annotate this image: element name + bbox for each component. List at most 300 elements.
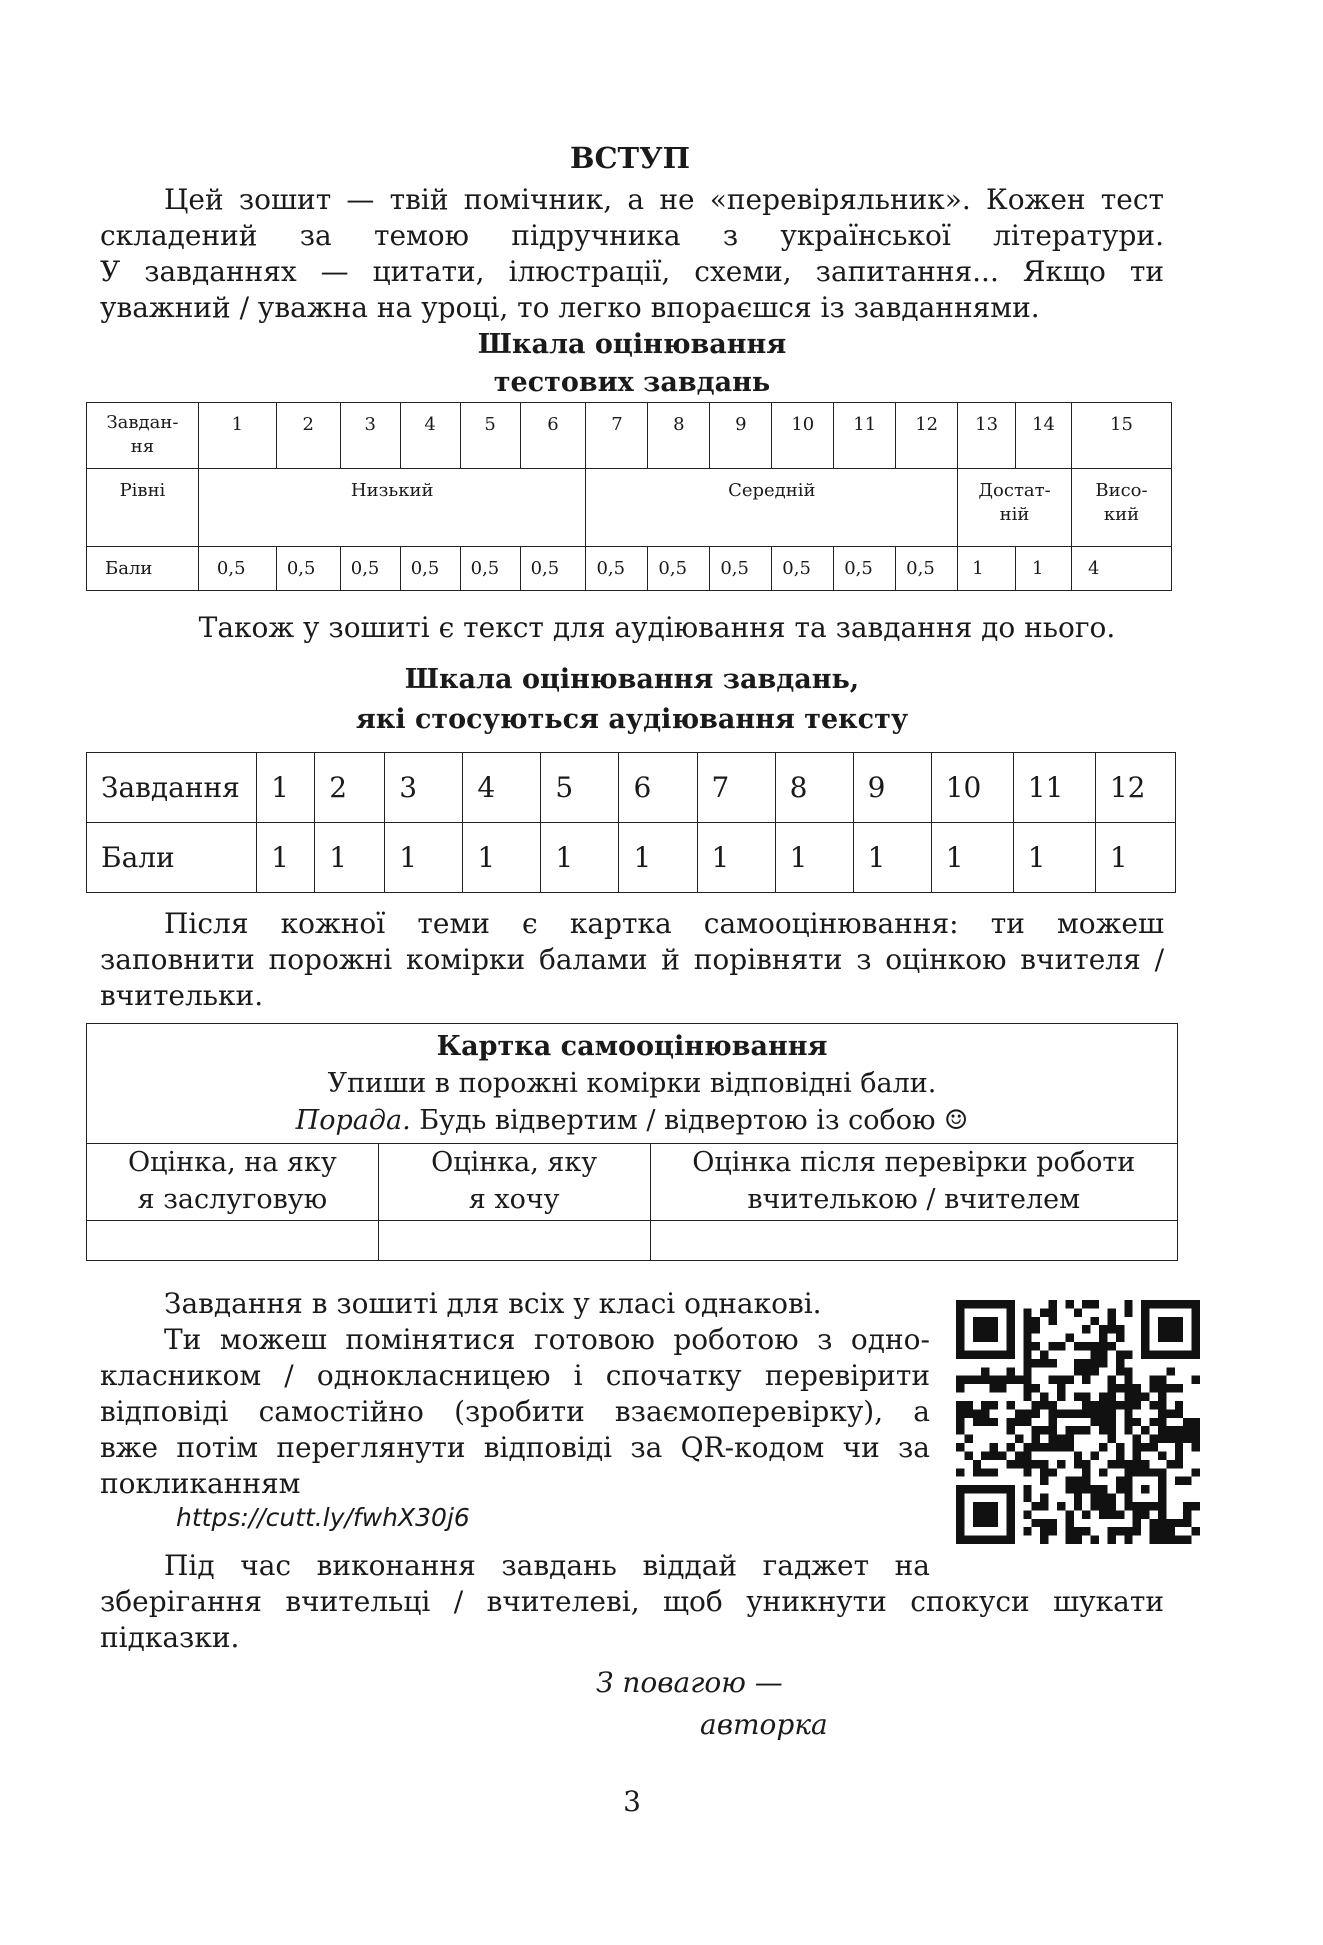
points-cell: 1	[619, 823, 697, 893]
qr-module	[1040, 1393, 1048, 1401]
qr-module	[1091, 1342, 1099, 1350]
scale1-title	[0, 326, 1264, 402]
qr-module	[1183, 1350, 1191, 1358]
points-cell: 1	[463, 823, 541, 893]
task-cell: 5	[460, 403, 520, 469]
scale2-title-line: які стосуються аудіювання тексту	[355, 704, 909, 735]
qr-module	[1133, 1468, 1141, 1476]
points-cell: 0,5	[198, 547, 276, 591]
points-cell: 0,5	[340, 547, 400, 591]
table-row	[87, 469, 1172, 547]
qr-module	[1091, 1359, 1099, 1367]
qr-module	[1099, 1494, 1107, 1502]
qr-module	[1183, 1426, 1191, 1434]
qr-module	[1133, 1393, 1141, 1401]
qr-module	[1074, 1502, 1082, 1510]
qr-module	[1150, 1350, 1158, 1358]
task-cell: 9	[853, 753, 931, 823]
qr-module	[1049, 1443, 1057, 1451]
qr-module	[1158, 1409, 1166, 1417]
qr-module	[1023, 1460, 1031, 1468]
qr-module	[1158, 1502, 1166, 1510]
task-cell: 7	[697, 753, 775, 823]
qr-module	[1015, 1451, 1023, 1459]
qr-module	[990, 1350, 998, 1358]
qr-module	[981, 1536, 989, 1544]
qr-module	[1107, 1494, 1115, 1502]
qr-module	[1158, 1435, 1166, 1443]
qr-module	[981, 1409, 989, 1417]
qr-module	[1107, 1317, 1115, 1325]
qr-module	[1192, 1418, 1200, 1426]
qr-module	[1141, 1350, 1149, 1358]
qr-module	[1032, 1426, 1040, 1434]
task-cell: 15	[1071, 403, 1171, 469]
qr-module	[1006, 1325, 1014, 1333]
qr-module	[1192, 1435, 1200, 1443]
qr-module	[1183, 1477, 1191, 1485]
qr-module	[1040, 1502, 1048, 1510]
qr-module	[1166, 1350, 1174, 1358]
qr-module	[1032, 1460, 1040, 1468]
qr-module	[1023, 1418, 1031, 1426]
paragraph-line: Ти можеш помінятися готовою роботою з одно-	[164, 1323, 930, 1356]
qr-module	[1124, 1418, 1132, 1426]
qr-module	[1150, 1401, 1158, 1409]
level-high: Висо- кий	[1071, 469, 1171, 547]
qr-module	[1099, 1468, 1107, 1476]
qr-module	[1166, 1527, 1174, 1535]
qr-module	[1074, 1367, 1082, 1375]
qr-module	[1124, 1308, 1132, 1316]
qr-module	[1023, 1494, 1031, 1502]
points-cell: 0,5	[896, 547, 958, 591]
qr-module	[1091, 1409, 1099, 1417]
qr-module	[1049, 1527, 1057, 1535]
qr-module	[1091, 1317, 1099, 1325]
qr-module	[1133, 1443, 1141, 1451]
qr-module	[1116, 1485, 1124, 1493]
qr-module	[1057, 1384, 1065, 1392]
qr-module	[956, 1536, 964, 1544]
qr-module	[1049, 1401, 1057, 1409]
score-input-deserve[interactable]	[87, 1221, 379, 1261]
qr-module	[998, 1300, 1006, 1308]
qr-module	[1091, 1300, 1099, 1308]
qr-module	[1124, 1536, 1132, 1544]
qr-module	[1082, 1510, 1090, 1518]
qr-module	[1133, 1519, 1141, 1527]
qr-module	[1082, 1409, 1090, 1417]
qr-module	[1150, 1418, 1158, 1426]
qr-module	[1166, 1367, 1174, 1375]
qr-module	[1141, 1325, 1149, 1333]
qr-module	[1124, 1485, 1132, 1493]
paragraph-line: відповіді самостійно (зробити взаємоперевірку), а	[100, 1395, 930, 1428]
qr-module	[1183, 1510, 1191, 1518]
qr-module	[1175, 1477, 1183, 1485]
qr-module	[1192, 1300, 1200, 1308]
points-cell: 0,5	[460, 547, 520, 591]
qr-module	[1124, 1376, 1132, 1384]
qr-module	[990, 1300, 998, 1308]
qr-module	[990, 1519, 998, 1527]
qr-module	[1099, 1401, 1107, 1409]
qr-module	[964, 1485, 972, 1493]
qr-module	[1023, 1317, 1031, 1325]
qr-module	[1141, 1468, 1149, 1476]
qr-module	[1124, 1401, 1132, 1409]
qr-module	[973, 1325, 981, 1333]
qr-module	[1082, 1401, 1090, 1409]
qr-module	[1074, 1409, 1082, 1417]
qr-module	[1006, 1342, 1014, 1350]
qr-module	[1133, 1510, 1141, 1518]
qr-module	[981, 1325, 989, 1333]
qr-module	[1065, 1426, 1073, 1434]
score-input-teacher[interactable]	[650, 1221, 1177, 1261]
qr-module	[1175, 1460, 1183, 1468]
qr-module	[964, 1409, 972, 1417]
qr-module	[1158, 1334, 1166, 1342]
paragraph-line: вже потім переглянути відповіді за QR-кодом чи за	[100, 1431, 930, 1464]
qr-module	[981, 1451, 989, 1459]
qr-module	[1124, 1502, 1132, 1510]
qr-module	[1023, 1468, 1031, 1476]
audio-scale-table	[86, 752, 1176, 893]
qr-module	[956, 1494, 964, 1502]
qr-module	[990, 1334, 998, 1342]
qr-module	[1116, 1367, 1124, 1375]
qr-module	[1057, 1502, 1065, 1510]
qr-module	[1107, 1393, 1115, 1401]
qr-module	[981, 1317, 989, 1325]
qr-module	[1175, 1300, 1183, 1308]
qr-module	[964, 1350, 972, 1358]
qr-module	[1023, 1485, 1031, 1493]
qr-module	[1049, 1376, 1057, 1384]
paragraph-line: Під час виконання завдань віддай гаджет на	[164, 1549, 930, 1582]
qr-module	[1015, 1376, 1023, 1384]
points-cell: 1	[541, 823, 619, 893]
card-col-teacher	[650, 1144, 1177, 1221]
qr-module	[1049, 1409, 1057, 1417]
self-assessment-intro	[100, 906, 1164, 1014]
qr-module	[1107, 1418, 1115, 1426]
row-label-tasks: Завдання	[87, 753, 257, 823]
points-cell: 1	[385, 823, 463, 893]
qr-module	[1150, 1376, 1158, 1384]
qr-module	[1141, 1342, 1149, 1350]
qr-module	[1099, 1418, 1107, 1426]
qr-module	[1065, 1485, 1073, 1493]
qr-module	[973, 1468, 981, 1476]
qr-module	[1074, 1359, 1082, 1367]
qr-module	[1006, 1376, 1014, 1384]
qr-module	[1158, 1325, 1166, 1333]
qr-module	[1133, 1435, 1141, 1443]
task-cell: 11	[834, 403, 896, 469]
qr-module	[1082, 1527, 1090, 1535]
intro-line: уважний / уважна на уроці, то легко впораєшся із завданнями.	[100, 291, 1040, 324]
qr-module	[1049, 1359, 1057, 1367]
qr-module	[1065, 1519, 1073, 1527]
card-col-deserve	[87, 1144, 379, 1221]
qr-module	[1175, 1519, 1183, 1527]
qr-module	[1040, 1443, 1048, 1451]
qr-module	[1192, 1334, 1200, 1342]
qr-module	[1023, 1443, 1031, 1451]
card-col-line: Оцінка, на яку	[128, 1147, 337, 1178]
task-cell: 1	[257, 753, 315, 823]
task-cell: 4	[463, 753, 541, 823]
qr-module	[1032, 1443, 1040, 1451]
qr-module	[1006, 1308, 1014, 1316]
qr-module	[1124, 1460, 1132, 1468]
qr-module	[1049, 1519, 1057, 1527]
card-input-row	[87, 1221, 1178, 1261]
qr-module	[1133, 1418, 1141, 1426]
qr-module	[1141, 1460, 1149, 1468]
qr-module	[1040, 1536, 1048, 1544]
qr-module	[1192, 1308, 1200, 1316]
card-col-line: вчителькою / вчителем	[747, 1184, 1081, 1215]
points-cell: 0,5	[276, 547, 340, 591]
points-cell: 0,5	[834, 547, 896, 591]
qr-module	[1158, 1384, 1166, 1392]
qr-module	[1006, 1502, 1014, 1510]
card-subtitle: Упиши в порожні комірки відповідні бали.	[327, 1068, 937, 1099]
qr-module	[1116, 1510, 1124, 1518]
level-low: Низький	[198, 469, 586, 547]
qr-module	[1141, 1393, 1149, 1401]
qr-module	[1057, 1409, 1065, 1417]
points-cell: 0,5	[648, 547, 710, 591]
qr-module	[1158, 1477, 1166, 1485]
qr-module	[1006, 1317, 1014, 1325]
points-cell: 0,5	[520, 547, 586, 591]
qr-module	[981, 1376, 989, 1384]
card-col-line: Оцінка після перевірки роботи	[692, 1147, 1136, 1178]
qr-module	[1082, 1477, 1090, 1485]
qr-module	[956, 1342, 964, 1350]
qr-module	[1040, 1359, 1048, 1367]
score-input-want[interactable]	[378, 1221, 650, 1261]
paragraph-line: зберігання вчительці / вчителеві, щоб уникнути спокуси шукати	[100, 1585, 1164, 1618]
points-cell: 1	[315, 823, 385, 893]
qr-module	[1006, 1460, 1014, 1468]
points-cell: 0,5	[772, 547, 834, 591]
qr-module	[1065, 1477, 1073, 1485]
page-title: ВСТУП	[569, 141, 691, 175]
answers-link[interactable]: https://cutt.ly/fwhX30j6	[176, 1503, 470, 1532]
qr-module	[1057, 1435, 1065, 1443]
qr-module	[1074, 1477, 1082, 1485]
qr-module	[1124, 1494, 1132, 1502]
qr-module	[1150, 1435, 1158, 1443]
qr-module	[1192, 1527, 1200, 1535]
qr-module	[1158, 1401, 1166, 1409]
qr-module	[1099, 1334, 1107, 1342]
qr-module	[956, 1409, 964, 1417]
qr-module	[1166, 1300, 1174, 1308]
qr-module	[1124, 1300, 1132, 1308]
task-cell: 7	[586, 403, 648, 469]
qr-module	[1158, 1426, 1166, 1434]
qr-module	[1158, 1510, 1166, 1518]
qr-module	[1006, 1350, 1014, 1358]
qr-module	[956, 1376, 964, 1384]
qr-module	[1065, 1527, 1073, 1535]
row-label-levels: Рівні	[87, 469, 199, 547]
qr-module	[973, 1536, 981, 1544]
points-cell: 1	[697, 823, 775, 893]
qr-module	[1107, 1342, 1115, 1350]
qr-module	[1192, 1443, 1200, 1451]
qr-module	[1107, 1409, 1115, 1417]
qr-module	[956, 1468, 964, 1476]
qr-module	[1006, 1401, 1014, 1409]
task-cell: 3	[340, 403, 400, 469]
qr-module	[964, 1435, 972, 1443]
qr-module	[973, 1334, 981, 1342]
qr-module	[1107, 1376, 1115, 1384]
task-cell: 1	[198, 403, 276, 469]
intro-paragraph	[100, 182, 1164, 326]
qr-module	[1158, 1300, 1166, 1308]
qr-module	[1133, 1401, 1141, 1409]
table-row	[87, 753, 1176, 823]
qr-module	[1133, 1460, 1141, 1468]
qr-module	[998, 1350, 1006, 1358]
qr-module	[1015, 1435, 1023, 1443]
points-cell: 1	[1016, 547, 1072, 591]
task-cell: 6	[520, 403, 586, 469]
qr-module	[981, 1367, 989, 1375]
qr-module	[1074, 1308, 1082, 1316]
qr-module	[1049, 1308, 1057, 1316]
qr-module	[981, 1300, 989, 1308]
qr-module	[1150, 1300, 1158, 1308]
qr-module	[1183, 1418, 1191, 1426]
task-cell: 2	[276, 403, 340, 469]
qr-module	[1141, 1485, 1149, 1493]
qr-module	[1057, 1342, 1065, 1350]
task-cell: 2	[315, 753, 385, 823]
qr-module	[1065, 1300, 1073, 1308]
qr-module	[1023, 1409, 1031, 1417]
qr-module	[1040, 1468, 1048, 1476]
level-suff: Достат- ній	[958, 469, 1072, 547]
qr-module	[1074, 1460, 1082, 1468]
task-cell: 10	[931, 753, 1013, 823]
qr-module	[1032, 1409, 1040, 1417]
qr-module	[1107, 1460, 1115, 1468]
qr-module	[1150, 1527, 1158, 1535]
qr-module	[1040, 1426, 1048, 1434]
qr-module	[1015, 1418, 1023, 1426]
qr-module	[1006, 1334, 1014, 1342]
qr-module	[1107, 1510, 1115, 1518]
qr-module	[1082, 1468, 1090, 1476]
qr-module	[1006, 1494, 1014, 1502]
qr-code-icon[interactable]	[956, 1300, 1200, 1544]
qr-module	[1091, 1536, 1099, 1544]
qr-module	[973, 1376, 981, 1384]
qr-module	[1158, 1393, 1166, 1401]
points-cell: 1	[257, 823, 315, 893]
qr-module	[1150, 1502, 1158, 1510]
qr-module	[990, 1401, 998, 1409]
qr-module	[1116, 1443, 1124, 1451]
points-cell: 1	[958, 547, 1016, 591]
qr-module	[973, 1317, 981, 1325]
qr-module	[1023, 1308, 1031, 1316]
qr-module	[973, 1502, 981, 1510]
qr-module	[1082, 1359, 1090, 1367]
qr-module	[1015, 1409, 1023, 1417]
qr-module	[981, 1418, 989, 1426]
qr-module	[990, 1451, 998, 1459]
qr-module	[1107, 1325, 1115, 1333]
task-cell: 12	[1095, 753, 1175, 823]
qr-module	[1099, 1485, 1107, 1493]
qr-module	[1074, 1342, 1082, 1350]
qr-module	[1124, 1468, 1132, 1476]
qr-module	[956, 1350, 964, 1358]
points-cell: 1	[931, 823, 1013, 893]
qr-module	[1023, 1350, 1031, 1358]
points-cell: 0,5	[586, 547, 648, 591]
qr-module	[1099, 1502, 1107, 1510]
qr-module	[1116, 1477, 1124, 1485]
qr-module	[1082, 1460, 1090, 1468]
qr-module	[1175, 1435, 1183, 1443]
qr-module	[1175, 1401, 1183, 1409]
points-cell: 1	[775, 823, 853, 893]
qr-module	[1040, 1494, 1048, 1502]
audio-note: Також у зошиті є текст для аудіювання та завдання до нього.	[198, 611, 1116, 644]
qr-module	[956, 1527, 964, 1535]
qr-module	[973, 1485, 981, 1493]
qr-module	[990, 1510, 998, 1518]
qr-module	[1175, 1426, 1183, 1434]
qr-module	[1107, 1384, 1115, 1392]
qr-module	[964, 1536, 972, 1544]
qr-module	[964, 1376, 972, 1384]
qr-module	[1166, 1426, 1174, 1434]
qr-module	[1175, 1334, 1183, 1342]
qr-module	[964, 1451, 972, 1459]
level-mid: Середній	[586, 469, 958, 547]
qr-module	[973, 1519, 981, 1527]
qr-module	[1183, 1300, 1191, 1308]
qr-module	[1166, 1519, 1174, 1527]
qr-module	[981, 1519, 989, 1527]
qr-module	[1023, 1376, 1031, 1384]
qr-module	[1023, 1334, 1031, 1342]
qr-module	[1091, 1367, 1099, 1375]
qr-module	[973, 1409, 981, 1417]
qr-module	[1049, 1426, 1057, 1434]
qr-module	[1023, 1510, 1031, 1518]
swap-paragraph	[100, 1322, 930, 1502]
qr-module	[1006, 1485, 1014, 1493]
qr-module	[1049, 1300, 1057, 1308]
points-cell: 1	[1095, 823, 1175, 893]
task-cell: 11	[1013, 753, 1095, 823]
scale1-title-line: Шкала оцінювання	[477, 329, 787, 360]
